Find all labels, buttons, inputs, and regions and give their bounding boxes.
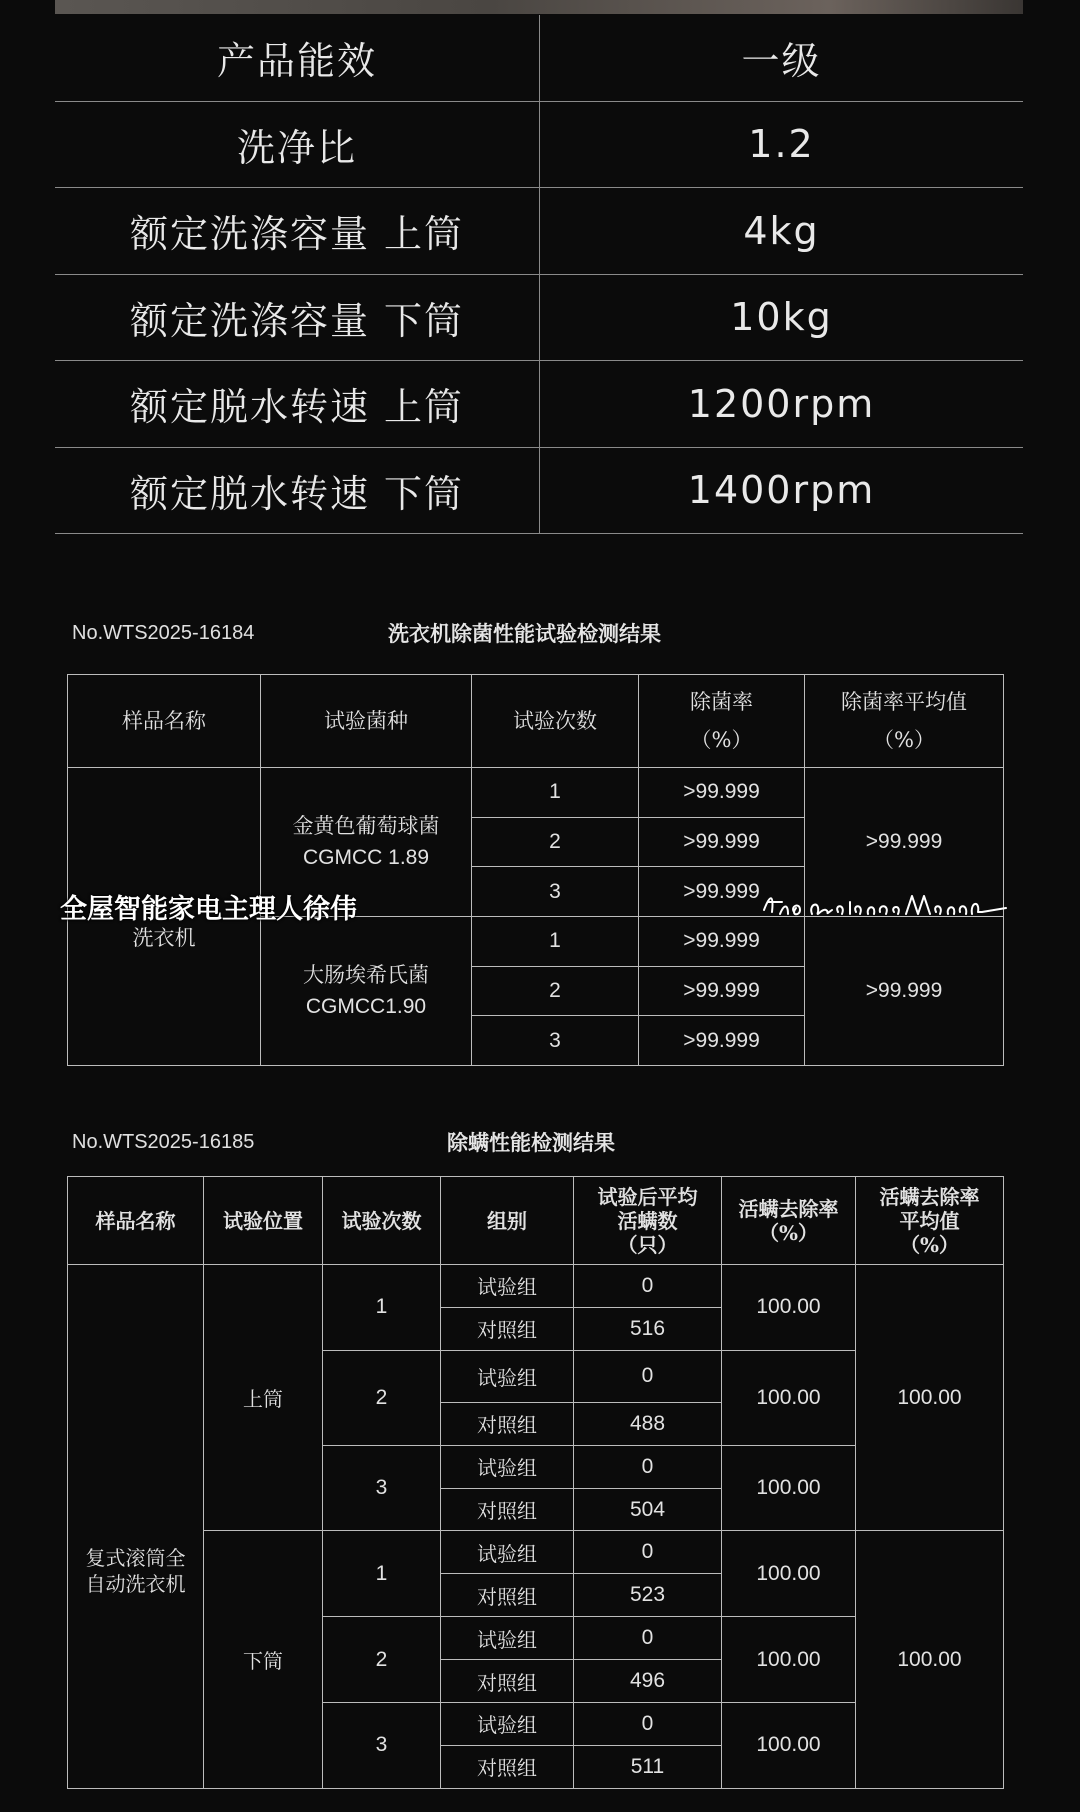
spec-value: 1400rpm (540, 447, 1024, 534)
header-position: 试验位置 (204, 1177, 323, 1265)
strain-code: CGMCC 1.89 (302, 846, 430, 870)
spec-value: 1200rpm (540, 361, 1024, 448)
spec-row (55, 361, 1023, 448)
header-removal-average-unit: （%） (899, 1232, 959, 1257)
removal-rate: >99.999 (639, 817, 805, 867)
average-rate: >99.999 (805, 768, 1004, 917)
test-position: 下筒 (204, 1531, 323, 1788)
mite-report-number: No.WTS2025-16185 (72, 1131, 255, 1153)
spec-label: 产品能效 (55, 15, 540, 101)
spec-label: 额定脱水转速 上筒 (55, 361, 540, 448)
header-removal-rate (722, 1177, 856, 1265)
group-label: 试验组 (441, 1445, 574, 1488)
trial-number: 3 (323, 1703, 441, 1789)
group-label: 试验组 (441, 1703, 574, 1746)
strain-name: 金黄色葡萄球菌 (292, 814, 440, 839)
mite-count: 0 (574, 1617, 722, 1660)
removal-rate: >99.999 (639, 1016, 805, 1066)
group-label: 试验组 (441, 1531, 574, 1574)
strain-name: 大肠埃希氏菌 (303, 963, 429, 988)
strain-cell (261, 917, 472, 1066)
removal-rate: >99.999 (639, 917, 805, 967)
antibacterial-table (67, 674, 1004, 1066)
header-average (805, 675, 1004, 768)
header-count: 试验次数 (323, 1177, 441, 1265)
header-rate-unit: （%） (690, 728, 753, 752)
spec-label: 额定脱水转速 下筒 (55, 447, 540, 534)
sample-name: 洗衣机 (68, 768, 261, 1066)
sample-name (68, 1265, 204, 1789)
trial-number: 3 (323, 1445, 441, 1531)
mite-report-title: 除螨性能检测结果 (447, 1130, 615, 1155)
table-header-row (68, 675, 1004, 768)
table-row (68, 768, 1004, 818)
product-image-edge (55, 0, 1023, 14)
trial-number: 3 (472, 1016, 639, 1066)
antibacterial-report-title: 洗衣机除菌性能试验检测结果 (388, 621, 661, 646)
header-rate-line: 除菌率 (690, 690, 753, 714)
removal-average: 100.00 (856, 1531, 1004, 1788)
trial-number: 2 (472, 966, 639, 1016)
trial-number: 2 (323, 1350, 441, 1445)
header-sample: 样品名称 (68, 675, 261, 768)
trial-number: 1 (472, 768, 639, 818)
header-average-mites-unit: （只） (617, 1232, 678, 1257)
trial-number: 1 (323, 1531, 441, 1617)
mite-count: 0 (574, 1350, 722, 1402)
spec-value: 10kg (540, 274, 1024, 361)
spec-row (55, 101, 1023, 188)
removal-rate: 100.00 (722, 1265, 856, 1351)
test-position: 上筒 (204, 1265, 323, 1531)
mite-count: 0 (574, 1265, 722, 1308)
header-strain: 试验菌种 (261, 675, 472, 768)
header-group: 组别 (441, 1177, 574, 1265)
trial-number: 2 (472, 817, 639, 867)
header-average-mites-line: 试验后平均 (597, 1184, 698, 1209)
spec-row (55, 188, 1023, 275)
header-rate (639, 675, 805, 768)
group-label: 对照组 (441, 1745, 574, 1788)
signature-scribble (760, 888, 1010, 924)
header-average-unit: （%） (873, 728, 935, 752)
trial-number: 3 (472, 867, 639, 917)
header-count: 试验次数 (472, 675, 639, 768)
header-removal-average-line: 平均值 (899, 1208, 960, 1233)
removal-rate: >99.999 (639, 966, 805, 1016)
mite-count: 0 (574, 1445, 722, 1488)
mite-count: 523 (574, 1574, 722, 1617)
strain-code: CGMCC1.90 (305, 995, 427, 1019)
group-label: 试验组 (441, 1265, 574, 1308)
spec-value: 4kg (540, 188, 1024, 275)
mite-count: 0 (574, 1703, 722, 1746)
group-label: 对照组 (441, 1660, 574, 1703)
header-removal-rate-line: 活螨去除率 (738, 1196, 839, 1221)
table-header-row (68, 1177, 1004, 1265)
sample-name-line: 自动洗衣机 (85, 1572, 186, 1597)
mite-count: 0 (574, 1531, 722, 1574)
mite-count: 504 (574, 1488, 722, 1531)
trial-number: 1 (472, 917, 639, 967)
antibacterial-report-number: No.WTS2025-16184 (72, 622, 255, 644)
group-label: 对照组 (441, 1488, 574, 1531)
trial-number: 2 (323, 1617, 441, 1703)
watermark-text: 全屋智能家电主理人徐伟 (60, 894, 357, 925)
group-label: 对照组 (441, 1402, 574, 1445)
removal-rate: >99.999 (639, 768, 805, 818)
spec-row (55, 15, 1023, 101)
spec-row (55, 274, 1023, 361)
header-removal-rate-unit: （%） (758, 1220, 818, 1245)
removal-rate: >99.999 (639, 867, 805, 917)
removal-rate: 100.00 (722, 1617, 856, 1703)
removal-rate: 100.00 (722, 1350, 856, 1445)
removal-average: 100.00 (856, 1265, 1004, 1531)
removal-rate: 100.00 (722, 1703, 856, 1789)
spec-value: 一级 (540, 15, 1024, 101)
table-row (68, 1531, 1004, 1574)
spec-table (55, 15, 1023, 534)
mite-count: 516 (574, 1307, 722, 1350)
trial-number: 1 (323, 1265, 441, 1351)
mite-count: 488 (574, 1402, 722, 1445)
header-sample: 样品名称 (68, 1177, 204, 1265)
spec-label: 洗净比 (55, 101, 540, 188)
header-average-mites-line: 活螨数 (617, 1208, 678, 1233)
spec-label: 额定洗涤容量 下筒 (55, 274, 540, 361)
average-rate: >99.999 (805, 917, 1004, 1066)
group-label: 试验组 (441, 1350, 574, 1402)
header-removal-average (856, 1177, 1004, 1265)
header-removal-average-line: 活螨去除率 (879, 1184, 980, 1209)
removal-rate: 100.00 (722, 1445, 856, 1531)
removal-rate: 100.00 (722, 1531, 856, 1617)
sample-name-line: 复式滚筒全 (85, 1546, 186, 1571)
header-average-mites (574, 1177, 722, 1265)
table-row (68, 1265, 1004, 1308)
mite-table (67, 1176, 1004, 1789)
mite-count: 496 (574, 1660, 722, 1703)
header-average-line: 除菌率平均值 (841, 690, 967, 714)
spec-row (55, 447, 1023, 534)
group-label: 试验组 (441, 1617, 574, 1660)
spec-value: 1.2 (540, 101, 1024, 188)
group-label: 对照组 (441, 1307, 574, 1350)
group-label: 对照组 (441, 1574, 574, 1617)
spec-label: 额定洗涤容量 上筒 (55, 188, 540, 275)
mite-count: 511 (574, 1745, 722, 1788)
